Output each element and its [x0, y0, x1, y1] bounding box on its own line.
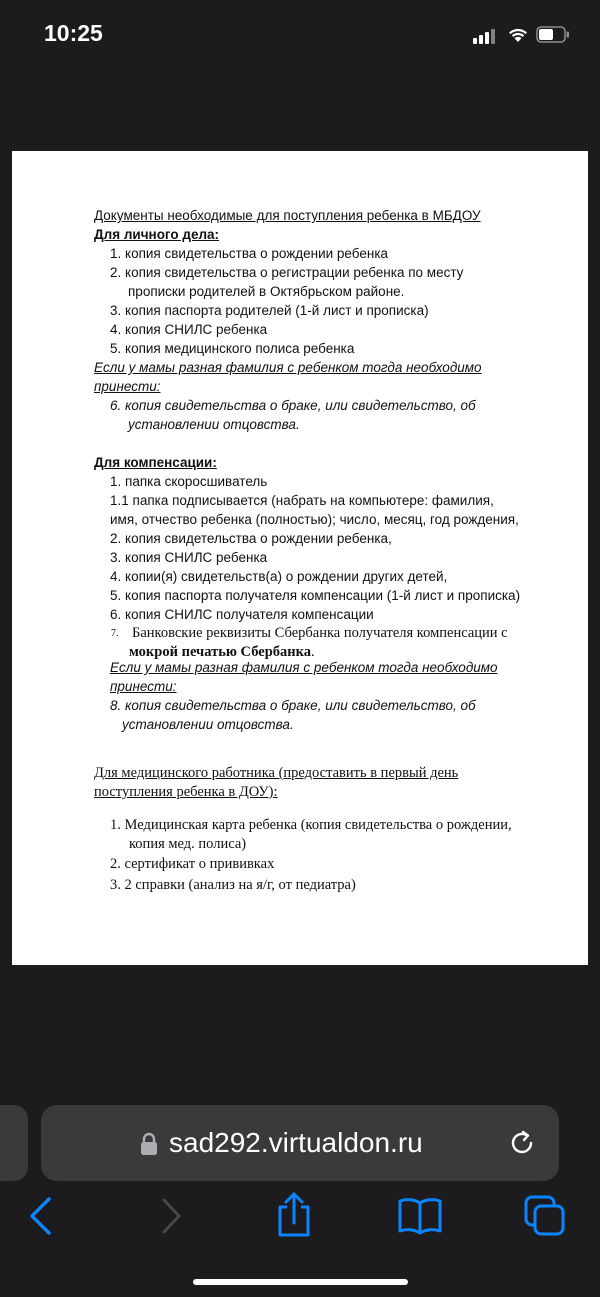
document-title: Документы необходимые для поступления ребенка в МБДОУ: [94, 208, 481, 223]
list-item: 5. копия паспорта получателя компенсации (1-й лист и прописка): [110, 588, 521, 603]
lock-icon: [140, 1132, 158, 1156]
list-item: 4. копии(я) свидетельств(а) о рождении других детей,: [110, 569, 448, 584]
list-item: 2. копия свидетельства о регистрации ребенка по месту: [110, 265, 464, 280]
reload-icon[interactable]: [507, 1128, 537, 1158]
list-item: 3. 2 справки (анализ на я/г, от педиатра): [110, 877, 356, 893]
list-item: 1. копия свидетельства о рождении ребенка: [110, 246, 389, 261]
bold-text: мокрой печатью Сбербанка: [129, 644, 312, 660]
list-item: 1.1 папка подписывается (набрать на компьютере: фамилия,: [110, 493, 494, 508]
share-icon[interactable]: [269, 1191, 319, 1241]
status-time: 10:25: [44, 20, 103, 46]
list-item: 1. папка скоросшиватель: [110, 474, 268, 489]
section-personal-note: Если у мамы разная фамилия с ребенком тогда необходимо: [94, 360, 482, 375]
bookmarks-icon[interactable]: [395, 1191, 445, 1241]
back-icon[interactable]: [18, 1191, 68, 1241]
section-compensation-heading: Для компенсации:: [94, 455, 217, 470]
list-item-number: 7.: [111, 628, 119, 639]
list-item: Банковские реквизиты Сбербанка получателя компенсации с: [132, 625, 508, 641]
list-item: 2. копия свидетельства о рождении ребенка,: [110, 531, 392, 546]
list-item: 5. копия медицинского полиса ребенка: [110, 341, 355, 356]
list-item: 1. Медицинская карта ребенка (копия свидетельства о рождении,: [110, 817, 512, 833]
list-item: имя, отчество ребенка (полностью); число, месяц, год рождения,: [110, 512, 519, 527]
section-medical-heading-cont: поступления ребенка в ДОУ):: [94, 784, 278, 800]
previous-tab-peek[interactable]: [0, 1105, 28, 1181]
list-item: 8. копия свидетельства о браке, или свидетельство, об: [110, 698, 476, 713]
signal-icon: [473, 28, 497, 44]
section-personal-note-cont: принести:: [94, 379, 161, 394]
section-medical-heading: Для медицинского работника (предоставить в первый день: [94, 765, 459, 781]
list-item: 3. копия СНИЛС ребенка: [110, 550, 268, 565]
list-item: установлении отцовства.: [122, 717, 294, 732]
list-item: копия мед. полиса): [129, 836, 247, 852]
forward-icon[interactable]: [146, 1191, 196, 1241]
list-item: 4. копия СНИЛС ребенка: [110, 322, 268, 337]
list-item: 3. копия паспорта родителей (1-й лист и прописка): [110, 303, 429, 318]
section-personal-heading: Для личного дела:: [94, 227, 220, 242]
browser-toolbar: [0, 1191, 600, 1251]
web-content[interactable]: [0, 70, 600, 1093]
section-compensation-note-cont: принести:: [110, 679, 177, 694]
list-item: 6. копия свидетельства о браке, или свидетельство, об: [110, 398, 476, 413]
url-text[interactable]: sad292.virtualdon.ru: [169, 1127, 423, 1158]
battery-icon: [536, 26, 570, 43]
home-indicator[interactable]: [193, 1279, 408, 1285]
period-text: .: [311, 644, 315, 660]
list-item: прописки родителей в Октябрьском районе.: [128, 284, 405, 299]
list-item: 6. копия СНИЛС получателя компенсации: [110, 607, 374, 622]
tabs-icon[interactable]: [520, 1191, 570, 1241]
document-page: [12, 151, 588, 965]
address-bar[interactable]: [41, 1105, 559, 1181]
list-item: 2. сертификат о прививках: [110, 856, 275, 872]
wifi-icon: [507, 26, 529, 43]
browser-bottom-bar: [0, 1093, 600, 1297]
list-item: установлении отцовства.: [128, 417, 300, 432]
status-bar: [0, 0, 600, 70]
section-compensation-note: Если у мамы разная фамилия с ребенком тогда необходимо: [110, 660, 498, 675]
